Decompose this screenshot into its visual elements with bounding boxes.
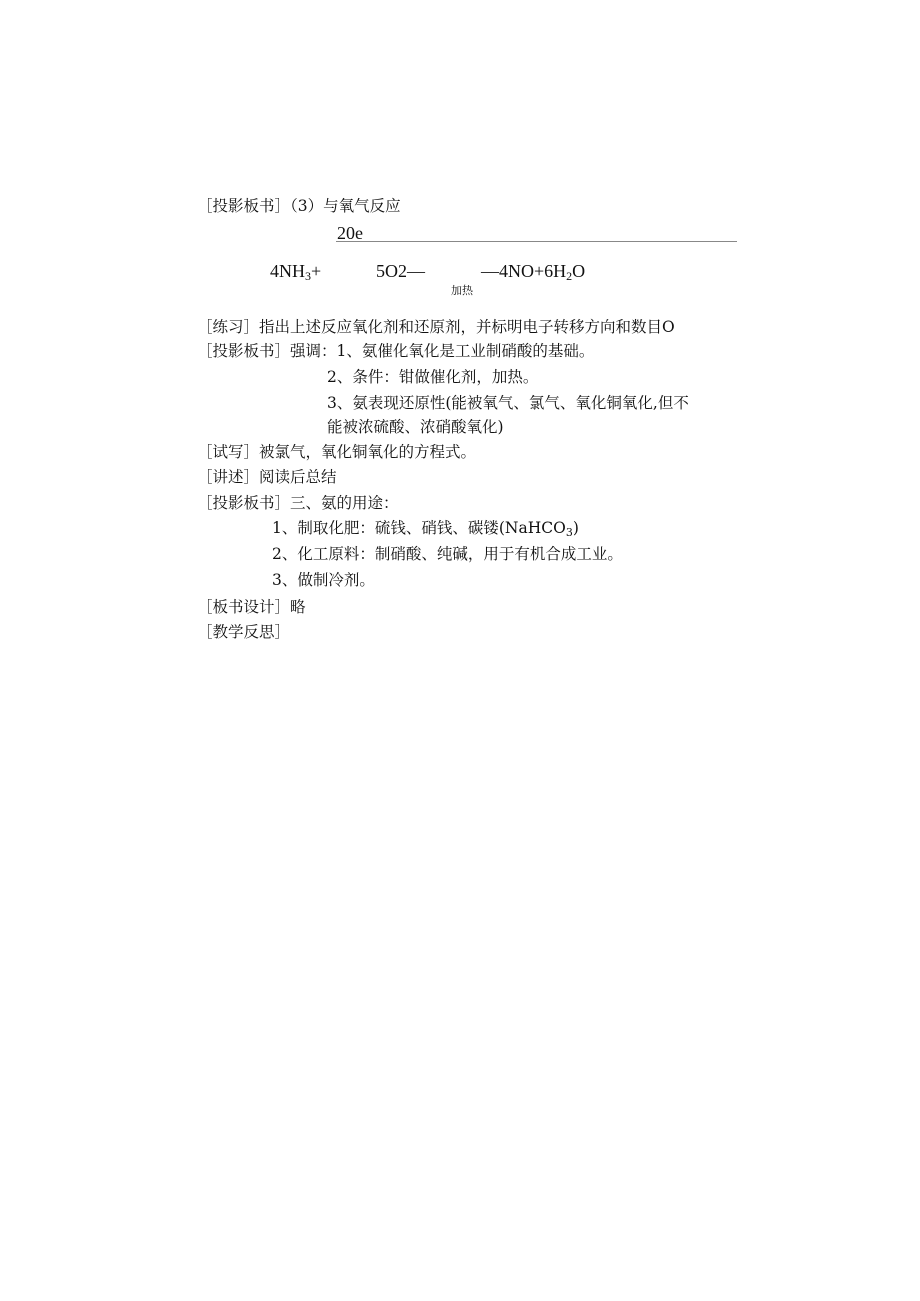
condition-line: 2、条件：钳做催化剂，加热。 [327, 368, 539, 386]
uses-heading: ［投影板书］三、氨的用途： [197, 494, 399, 512]
reaction-condition: 加热 [451, 284, 473, 297]
reducibility-line: 3、氨表现还原性(能被氧气、氯气、氧化铜氧化,但不 [327, 394, 689, 412]
emphasis-line: ［投影板书］强调：1、氨催化氧化是工业制硝酸的基础。 [197, 342, 595, 360]
use-refrigerant: 3、做制冷剂。 [272, 571, 375, 589]
heading-oxygen-reaction: ［投影板书］（3）与氧气反应 [197, 197, 401, 215]
teaching-reflection-line: ［教学反思］ [197, 623, 291, 641]
try-write-line: ［试写］被氯气，氧化铜氧化的方程式。 [197, 443, 477, 461]
narration-line: ［讲述］阅读后总结 [197, 468, 337, 486]
electron-transfer-label: 20e [337, 223, 363, 243]
electron-transfer-line [336, 241, 737, 242]
use-fertilizer: 1、制取化肥：硫钱、硝钱、碳镂(NaHCO$_3$) [272, 519, 579, 539]
equation-reactant-oxygen: 5O2— [376, 261, 425, 281]
reducibility-line-continued: 能被浓硫酸、浓硝酸氧化) [327, 418, 504, 436]
equation-reactant-ammonia: $4NH_3+$ [270, 261, 322, 283]
exercise-line: ［练习］指出上述反应氧化剂和还原剂，并标明电子转移方向和数目O [197, 318, 675, 336]
equation-products: $—4NO+6H_2O$ [481, 261, 586, 283]
board-design-line: ［板书设计］略 [197, 598, 306, 616]
use-chemical-material: 2、化工原料：制硝酸、纯碱，用于有机合成工业。 [272, 545, 623, 563]
